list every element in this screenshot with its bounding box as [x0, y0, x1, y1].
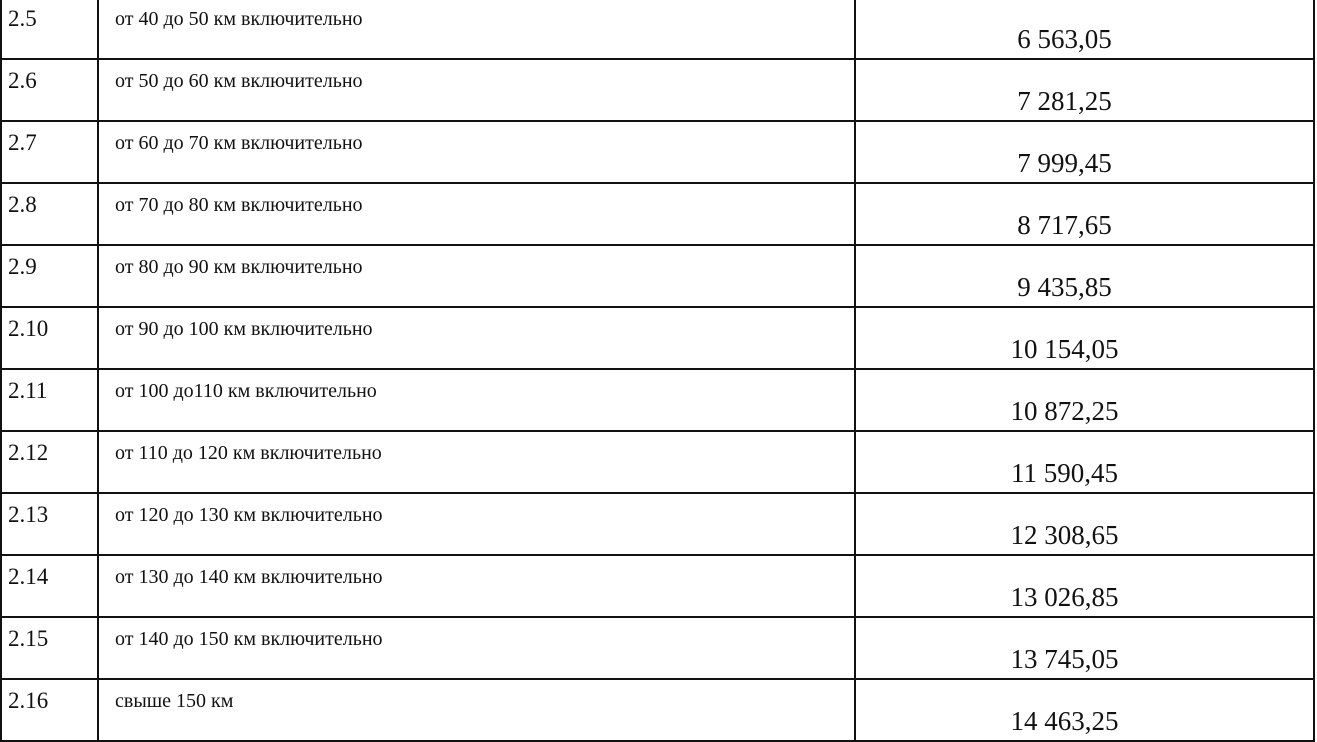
row-description: от 70 до 80 км включительно — [98, 183, 855, 245]
row-number: 2.11 — [1, 369, 98, 431]
row-number: 2.9 — [1, 245, 98, 307]
row-price: 6 563,05 — [855, 0, 1314, 59]
table-row — [1, 183, 1314, 245]
row-price: 13 745,05 — [855, 617, 1314, 679]
table-row — [1, 493, 1314, 555]
table-row — [1, 59, 1314, 121]
table-row — [1, 555, 1314, 617]
row-description: от 120 до 130 км включительно — [98, 493, 855, 555]
row-price: 10 154,05 — [855, 307, 1314, 369]
table-row — [1, 121, 1314, 183]
row-number: 2.8 — [1, 183, 98, 245]
row-number: 2.6 — [1, 59, 98, 121]
row-description: от 40 до 50 км включительно — [98, 0, 855, 59]
table-row — [1, 617, 1314, 679]
table-row — [1, 307, 1314, 369]
row-number: 2.16 — [1, 679, 98, 741]
row-number: 2.12 — [1, 431, 98, 493]
table-row — [1, 0, 1314, 59]
row-description: от 140 до 150 км включительно — [98, 617, 855, 679]
row-description: от 50 до 60 км включительно — [98, 59, 855, 121]
row-description: от 80 до 90 км включительно — [98, 245, 855, 307]
row-number: 2.7 — [1, 121, 98, 183]
row-price: 8 717,65 — [855, 183, 1314, 245]
row-description: от 110 до 120 км включительно — [98, 431, 855, 493]
row-description: от 100 до110 км включительно — [98, 369, 855, 431]
row-price: 11 590,45 — [855, 431, 1314, 493]
row-description: от 130 до 140 км включительно — [98, 555, 855, 617]
row-description: от 60 до 70 км включительно — [98, 121, 855, 183]
row-number: 2.10 — [1, 307, 98, 369]
row-price: 14 463,25 — [855, 679, 1314, 741]
row-price: 9 435,85 — [855, 245, 1314, 307]
row-price: 12 308,65 — [855, 493, 1314, 555]
table-row — [1, 679, 1314, 741]
row-number: 2.15 — [1, 617, 98, 679]
table-row — [1, 431, 1314, 493]
row-price: 7 999,45 — [855, 121, 1314, 183]
row-price: 7 281,25 — [855, 59, 1314, 121]
row-price: 10 872,25 — [855, 369, 1314, 431]
row-number: 2.14 — [1, 555, 98, 617]
row-number: 2.5 — [1, 0, 98, 59]
table-row — [1, 369, 1314, 431]
row-number: 2.13 — [1, 493, 98, 555]
table-row — [1, 245, 1314, 307]
row-description: свыше 150 км — [98, 679, 855, 741]
row-description: от 90 до 100 км включительно — [98, 307, 855, 369]
row-price: 13 026,85 — [855, 555, 1314, 617]
